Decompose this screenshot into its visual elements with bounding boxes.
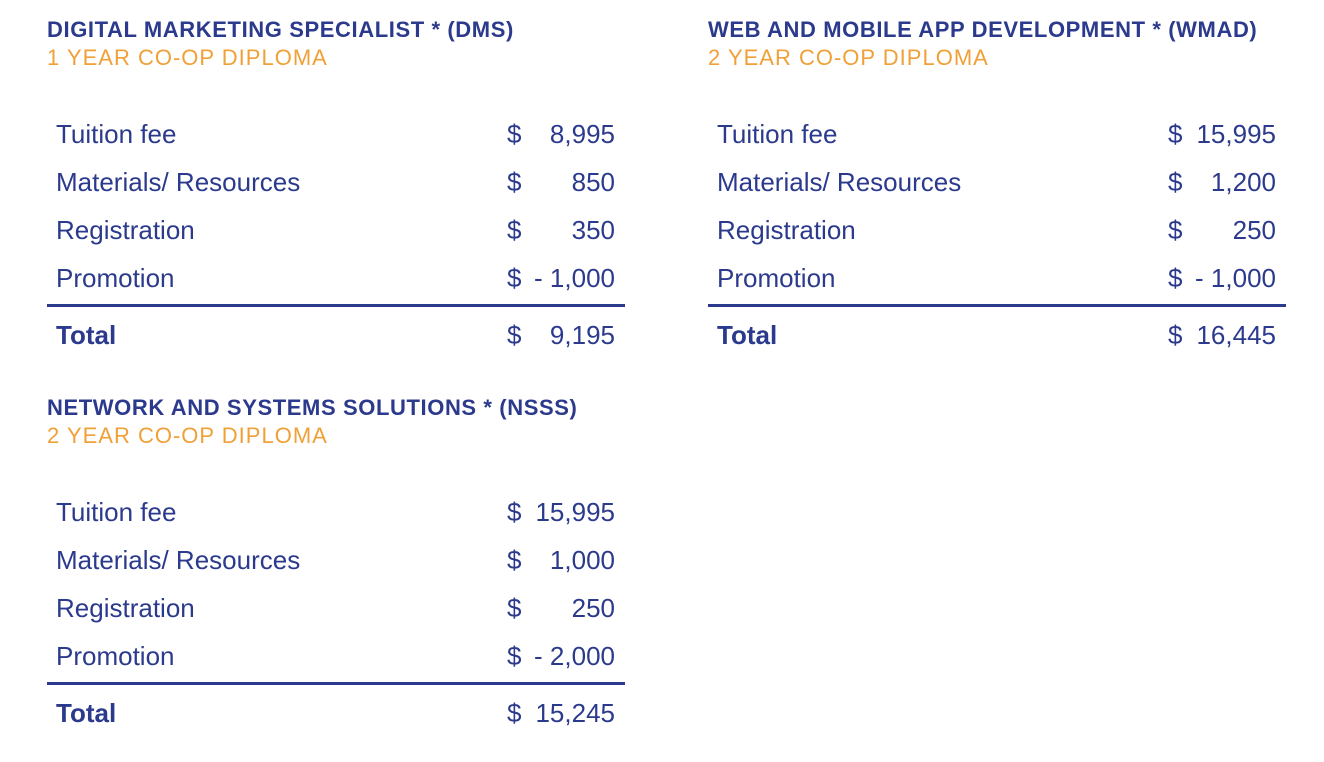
fee-amount: 350	[571, 215, 615, 245]
total-row	[47, 307, 625, 363]
program-nsss	[47, 394, 625, 741]
fee-row-promotion	[708, 254, 1286, 302]
fee-label: Registration	[56, 593, 195, 623]
fee-currency: $	[1168, 167, 1183, 197]
total-row	[708, 307, 1286, 363]
fee-label: Tuition fee	[56, 497, 177, 527]
total-amount: 9,195	[549, 320, 615, 350]
fee-currency: $	[507, 641, 522, 671]
fee-amount: - 1,000	[534, 263, 615, 293]
total-amount: 16,445	[1196, 320, 1276, 350]
fee-amount: 250	[571, 593, 615, 623]
fee-amount: 15,995	[535, 497, 615, 527]
fee-amount: 15,995	[1196, 119, 1276, 149]
fee-label: Promotion	[56, 263, 175, 293]
program-title: NETWORK AND SYSTEMS SOLUTIONS * (NSSS)	[47, 395, 578, 420]
fee-label: Promotion	[717, 263, 836, 293]
fee-label: Registration	[56, 215, 195, 245]
fee-label: Promotion	[56, 641, 175, 671]
program-title: WEB AND MOBILE APP DEVELOPMENT * (WMAD)	[708, 17, 1258, 42]
fee-amount: 850	[571, 167, 615, 197]
fee-amount: 250	[1232, 215, 1276, 245]
fee-currency: $	[507, 119, 522, 149]
total-currency: $	[507, 698, 522, 728]
fee-table	[708, 110, 1286, 363]
fee-currency: $	[507, 215, 522, 245]
total-currency: $	[1168, 320, 1183, 350]
fee-row-promotion	[47, 632, 625, 680]
program-dms	[47, 16, 625, 363]
fee-table	[47, 488, 625, 741]
fee-currency: $	[507, 497, 522, 527]
fee-row-registration	[47, 584, 625, 632]
fee-label: Tuition fee	[56, 119, 177, 149]
fee-label: Materials/ Resources	[56, 167, 301, 197]
fee-amount: - 1,000	[1195, 263, 1276, 293]
fee-amount: 1,000	[549, 545, 615, 575]
fee-currency: $	[507, 167, 522, 197]
program-subtitle: 1 YEAR CO-OP DIPLOMA	[47, 45, 328, 70]
fee-row-registration	[47, 206, 625, 254]
total-label: Total	[717, 320, 778, 350]
fee-amount: - 2,000	[534, 641, 615, 671]
total-amount: 15,245	[535, 698, 615, 728]
total-label: Total	[56, 698, 117, 728]
fee-label: Tuition fee	[717, 119, 838, 149]
fee-row-tuition	[47, 110, 625, 158]
fee-row-tuition	[47, 488, 625, 536]
fee-row-promotion	[47, 254, 625, 302]
fee-row-materials	[47, 536, 625, 584]
fee-currency: $	[1168, 215, 1183, 245]
fee-currency: $	[507, 545, 522, 575]
fee-table	[47, 110, 625, 363]
fee-currency: $	[507, 593, 522, 623]
fee-currency: $	[1168, 263, 1183, 293]
fee-amount: 1,200	[1210, 167, 1276, 197]
fee-row-registration	[708, 206, 1286, 254]
program-subtitle: 2 YEAR CO-OP DIPLOMA	[708, 45, 989, 70]
fee-row-materials	[47, 158, 625, 206]
fee-label: Materials/ Resources	[717, 167, 962, 197]
program-subtitle: 2 YEAR CO-OP DIPLOMA	[47, 423, 328, 448]
fee-amount: 8,995	[549, 119, 615, 149]
program-wmad	[708, 16, 1286, 363]
fee-row-materials	[708, 158, 1286, 206]
total-label: Total	[56, 320, 117, 350]
fee-label: Registration	[717, 215, 856, 245]
fee-label: Materials/ Resources	[56, 545, 301, 575]
fee-currency: $	[1168, 119, 1183, 149]
program-title: DIGITAL MARKETING SPECIALIST * (DMS)	[47, 17, 514, 42]
total-currency: $	[507, 320, 522, 350]
fee-row-tuition	[708, 110, 1286, 158]
fee-currency: $	[507, 263, 522, 293]
total-row	[47, 685, 625, 741]
